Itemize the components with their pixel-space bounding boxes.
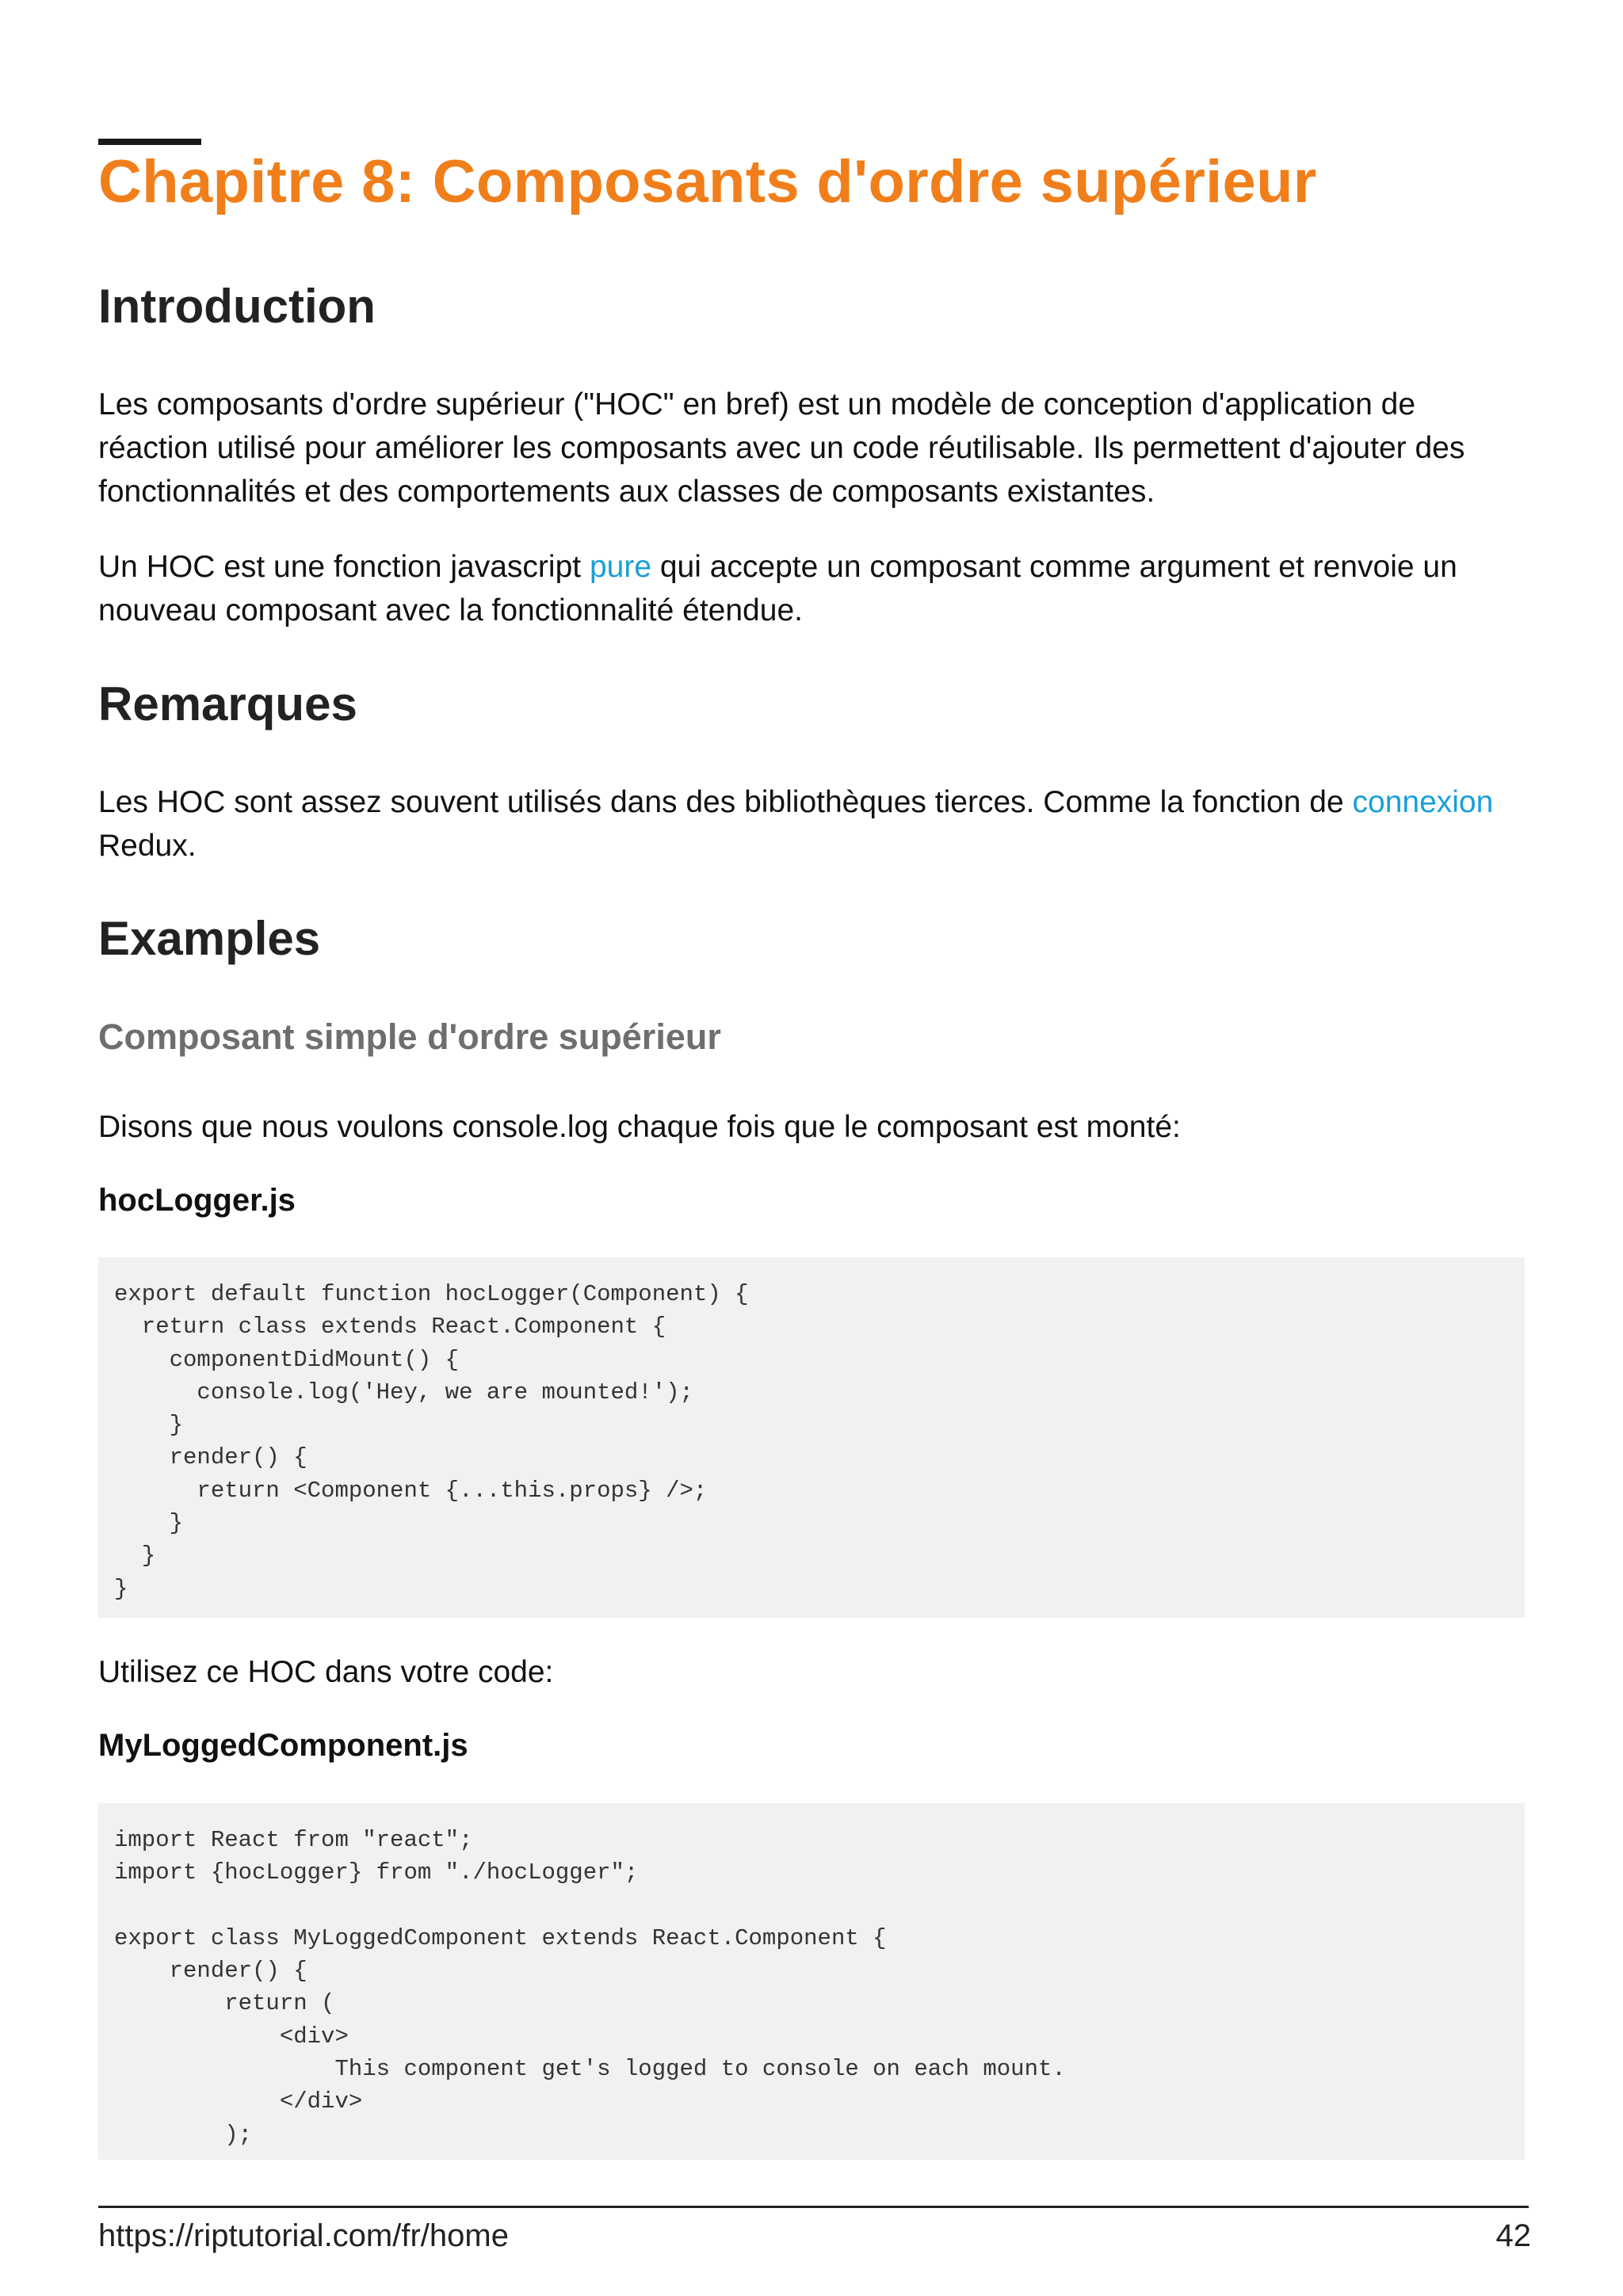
file-label-hoclogger: hocLogger.js [98,1183,296,1218]
remarks-text-after: Redux. [98,829,197,863]
remarks-paragraph [98,780,1525,868]
code-line: return <Component {...this.props} />; [114,1477,708,1504]
code-line: export default function hocLogger(Component) { [114,1281,749,1307]
code-line: import React from "react"; [114,1827,473,1853]
code-line: export class MyLoggedComponent extends React.Component { [114,1924,887,1951]
footer-page-number: 42 [1495,2218,1531,2253]
examples-heading: Examples [98,912,321,965]
code-line: This component get's logged to console on each mount. [114,2056,1066,2083]
code-line: console.log('Hey, we are mounted!'); [114,1379,693,1405]
example-subheading: Composant simple d'ordre supérieur [98,1016,721,1057]
code-line: render() { [114,1958,307,1985]
code-line: ); [114,2121,253,2148]
introduction-heading: Introduction [98,280,376,333]
introduction-paragraph-2-text-before: Un HOC est une fonction javascript [98,550,590,584]
remarks-heading: Remarques [98,677,357,730]
chapter-title-rule [98,139,201,145]
remarks-text-before: Les HOC sont assez souvent utilisés dans des bibliothèques tierces. Comme la fonction de [98,785,1353,819]
code-line: </div> [114,2088,363,2115]
code-line: } [114,1510,184,1537]
file-label-myloggedcomponent: MyLoggedComponent.js [98,1728,468,1763]
chapter-title: Chapitre 8: Composants d'ordre supérieur [98,148,1317,215]
code-line: } [114,1543,156,1569]
code-line: } [114,1575,128,1602]
connexion-link[interactable]: connexion [1352,785,1494,819]
code-block-myloggedcomponent [98,1803,1525,2160]
introduction-paragraph-1: Les composants d'ordre supérieur ("HOC" en bref) est un modèle de conception d'application de réaction utilisé pour améliorer les composants avec un code réutilisable. Ils permettent d'ajouter des fonctionnalités et des comportements aux classes de composants existantes. [98,387,1465,509]
pure-link[interactable]: pure [589,550,652,584]
usage-text: Utilisez ce HOC dans votre code: [98,1655,554,1689]
code-line: componentDidMount() { [114,1346,460,1373]
code-line: } [114,1412,184,1439]
introduction-paragraph-2-text-after: qui accepte un composant comme argument et renvoie un nouveau composant avec la fonctionnalité étendue. [98,550,1457,627]
code-line [114,1890,1509,1922]
code-line: <div> [114,2023,349,2050]
code-line: import {hocLogger} from "./hocLogger"; [114,1859,639,1886]
code-line: render() { [114,1444,307,1471]
footer-rule [98,2206,1529,2208]
example-intro: Disons que nous voulons console.log chaque fois que le composant est monté: [98,1110,1181,1144]
code-line: return ( [114,1990,335,2017]
introduction-paragraph-2 [98,545,1525,632]
code-block-hoclogger [98,1257,1525,1618]
footer-url-link[interactable]: https://riptutorial.com/fr/home [98,2218,509,2253]
code-line: return class extends React.Component { [114,1314,666,1341]
